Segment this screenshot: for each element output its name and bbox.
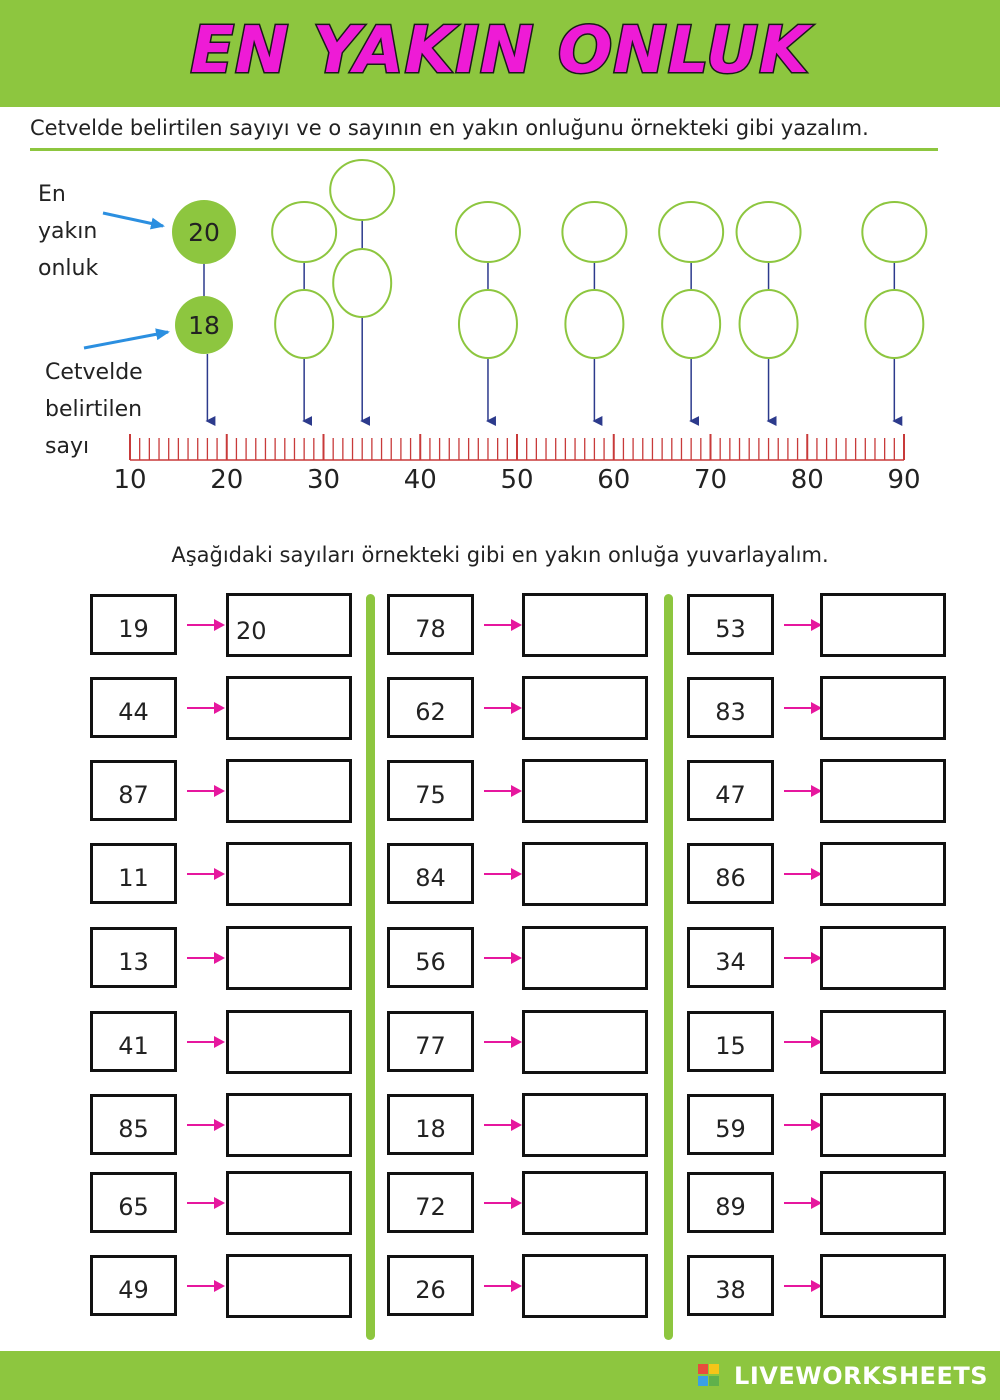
exercise-number: 77 (387, 1011, 474, 1072)
example-nearest-ten: 20 (188, 218, 220, 247)
arrow-right-icon (483, 1118, 523, 1132)
exercise-number: 44 (90, 677, 177, 738)
number-line-points (272, 160, 926, 421)
answer-box[interactable] (226, 1171, 352, 1235)
arrow-right-icon (783, 867, 823, 881)
exercise-number: 13 (90, 927, 177, 988)
nearest-ten-answer-circle[interactable] (272, 202, 336, 262)
arrow-right-icon (783, 701, 823, 715)
exercise-number: 78 (387, 594, 474, 655)
arrow-right-icon (186, 618, 226, 632)
marked-number-answer-circle[interactable] (565, 290, 623, 358)
brand-name: LIVEWORKSHEETS (734, 1362, 988, 1390)
exercise-number: 59 (687, 1094, 774, 1155)
label-line: belirtilen (45, 397, 143, 422)
arrow-right-icon (783, 784, 823, 798)
page-title: EN YAKIN ONLUK (190, 14, 810, 88)
label-line: yakın (38, 219, 98, 244)
exercise-number: 18 (387, 1094, 474, 1155)
exercise-number: 56 (387, 927, 474, 988)
exercise-number: 62 (387, 677, 474, 738)
arrow-right-icon (783, 1196, 823, 1210)
ruler-tick-label: 90 (887, 465, 921, 495)
exercise-number: 83 (687, 677, 774, 738)
exercise-number: 84 (387, 843, 474, 904)
answer-box[interactable] (226, 842, 352, 906)
answer-box[interactable] (820, 759, 946, 823)
answer-box[interactable] (226, 926, 352, 990)
column-divider (366, 594, 375, 1340)
nearest-ten-answer-circle[interactable] (456, 202, 520, 262)
exercise-number: 86 (687, 843, 774, 904)
marked-number-answer-circle[interactable] (865, 290, 923, 358)
answer-box[interactable] (820, 842, 946, 906)
arrow-right-icon (783, 1279, 823, 1293)
exercise-number: 49 (90, 1255, 177, 1316)
exercise-number: 89 (687, 1172, 774, 1233)
instruction-top: Cetvelde belirtilen sayıyı ve o sayının en yakın onluğunu örnekteki gibi yazalım. (30, 116, 869, 140)
nearest-ten-answer-circle[interactable] (330, 160, 394, 220)
exercise-number: 34 (687, 927, 774, 988)
marked-number-answer-circle[interactable] (740, 290, 798, 358)
exercise-number: 47 (687, 760, 774, 821)
arrow-right-icon (186, 867, 226, 881)
arrow-right-icon (483, 867, 523, 881)
exercise-number: 38 (687, 1255, 774, 1316)
answer-box[interactable] (522, 676, 648, 740)
pointer-arrow-blue (84, 332, 168, 348)
answer-box[interactable] (522, 1171, 648, 1235)
answer-box[interactable] (522, 1010, 648, 1074)
label-line: Cetvelde (45, 360, 143, 385)
example-pair (172, 200, 236, 421)
ruler (113, 434, 920, 495)
exercise-number: 41 (90, 1011, 177, 1072)
answer-box[interactable] (226, 759, 352, 823)
answer-box[interactable] (522, 1093, 648, 1157)
nearest-ten-answer-circle[interactable] (862, 202, 926, 262)
instruction-bottom: Aşağıdaki sayıları örnekteki gibi en yakın onluğa yuvarlayalım. (171, 543, 829, 567)
arrow-right-icon (186, 1035, 226, 1049)
pointer-arrow-blue (103, 213, 163, 226)
arrow-right-icon (483, 1035, 523, 1049)
arrow-right-icon (783, 951, 823, 965)
answer-box[interactable] (226, 1254, 352, 1318)
ruler-tick-label: 20 (210, 465, 244, 495)
arrow-right-icon (186, 1118, 226, 1132)
answer-box[interactable] (820, 926, 946, 990)
exercise-number: 11 (90, 843, 177, 904)
label-line: sayı (45, 434, 90, 459)
ruler-tick-label: 80 (790, 465, 824, 495)
nearest-ten-answer-circle[interactable] (562, 202, 626, 262)
arrow-right-icon (483, 1196, 523, 1210)
ruler-tick-label: 60 (597, 465, 631, 495)
label-line: En (38, 182, 66, 207)
answer-box[interactable] (820, 1254, 946, 1318)
arrow-right-icon (783, 618, 823, 632)
exercise-number: 72 (387, 1172, 474, 1233)
answer-box[interactable] (820, 593, 946, 657)
arrow-right-icon (186, 951, 226, 965)
ruler-tick-label: 40 (403, 465, 437, 495)
arrow-right-icon (483, 701, 523, 715)
arrow-right-icon (186, 1279, 226, 1293)
ruler-tick-label: 30 (306, 465, 341, 495)
answer-box[interactable] (522, 759, 648, 823)
answer-box[interactable] (820, 1093, 946, 1157)
answer-box[interactable] (522, 1254, 648, 1318)
exercise-number: 87 (90, 760, 177, 821)
marked-number-answer-circle[interactable] (459, 290, 517, 358)
liveworksheets-logo-icon (698, 1364, 720, 1388)
nearest-ten-answer-circle[interactable] (737, 202, 801, 262)
label-line: onluk (38, 256, 99, 281)
number-line (0, 150, 1000, 500)
marked-number-answer-circle[interactable] (333, 249, 391, 317)
answer-box[interactable] (820, 1010, 946, 1074)
arrow-right-icon (483, 1279, 523, 1293)
answer-box[interactable] (522, 926, 648, 990)
arrow-right-icon (483, 951, 523, 965)
exercise-number: 15 (687, 1011, 774, 1072)
answer-box[interactable]: 20 (226, 593, 352, 657)
arrow-right-icon (483, 784, 523, 798)
answer-box[interactable] (226, 1010, 352, 1074)
arrow-right-icon (483, 618, 523, 632)
exercise-number: 26 (387, 1255, 474, 1316)
arrow-right-icon (783, 1118, 823, 1132)
arrow-right-icon (186, 701, 226, 715)
exercise-number: 65 (90, 1172, 177, 1233)
nearest-ten-answer-circle[interactable] (659, 202, 723, 262)
exercise-number: 75 (387, 760, 474, 821)
marked-number-answer-circle[interactable] (662, 290, 720, 358)
column-divider (664, 594, 673, 1340)
example-number: 18 (188, 311, 220, 340)
answer-box[interactable] (226, 1093, 352, 1157)
arrow-right-icon (186, 784, 226, 798)
marked-number-answer-circle[interactable] (275, 290, 333, 358)
arrow-right-icon (783, 1035, 823, 1049)
ruler-tick-label: 70 (693, 465, 728, 495)
answer-box[interactable] (820, 1171, 946, 1235)
exercise-number: 19 (90, 594, 177, 655)
answer-box[interactable] (820, 676, 946, 740)
answer-box[interactable] (522, 842, 648, 906)
exercise-number: 53 (687, 594, 774, 655)
answer-box[interactable] (226, 676, 352, 740)
arrow-right-icon (186, 1196, 226, 1210)
exercise-number: 85 (90, 1094, 177, 1155)
ruler-tick-label: 10 (113, 465, 147, 495)
answer-box[interactable] (522, 593, 648, 657)
ruler-tick-label: 50 (500, 465, 534, 495)
